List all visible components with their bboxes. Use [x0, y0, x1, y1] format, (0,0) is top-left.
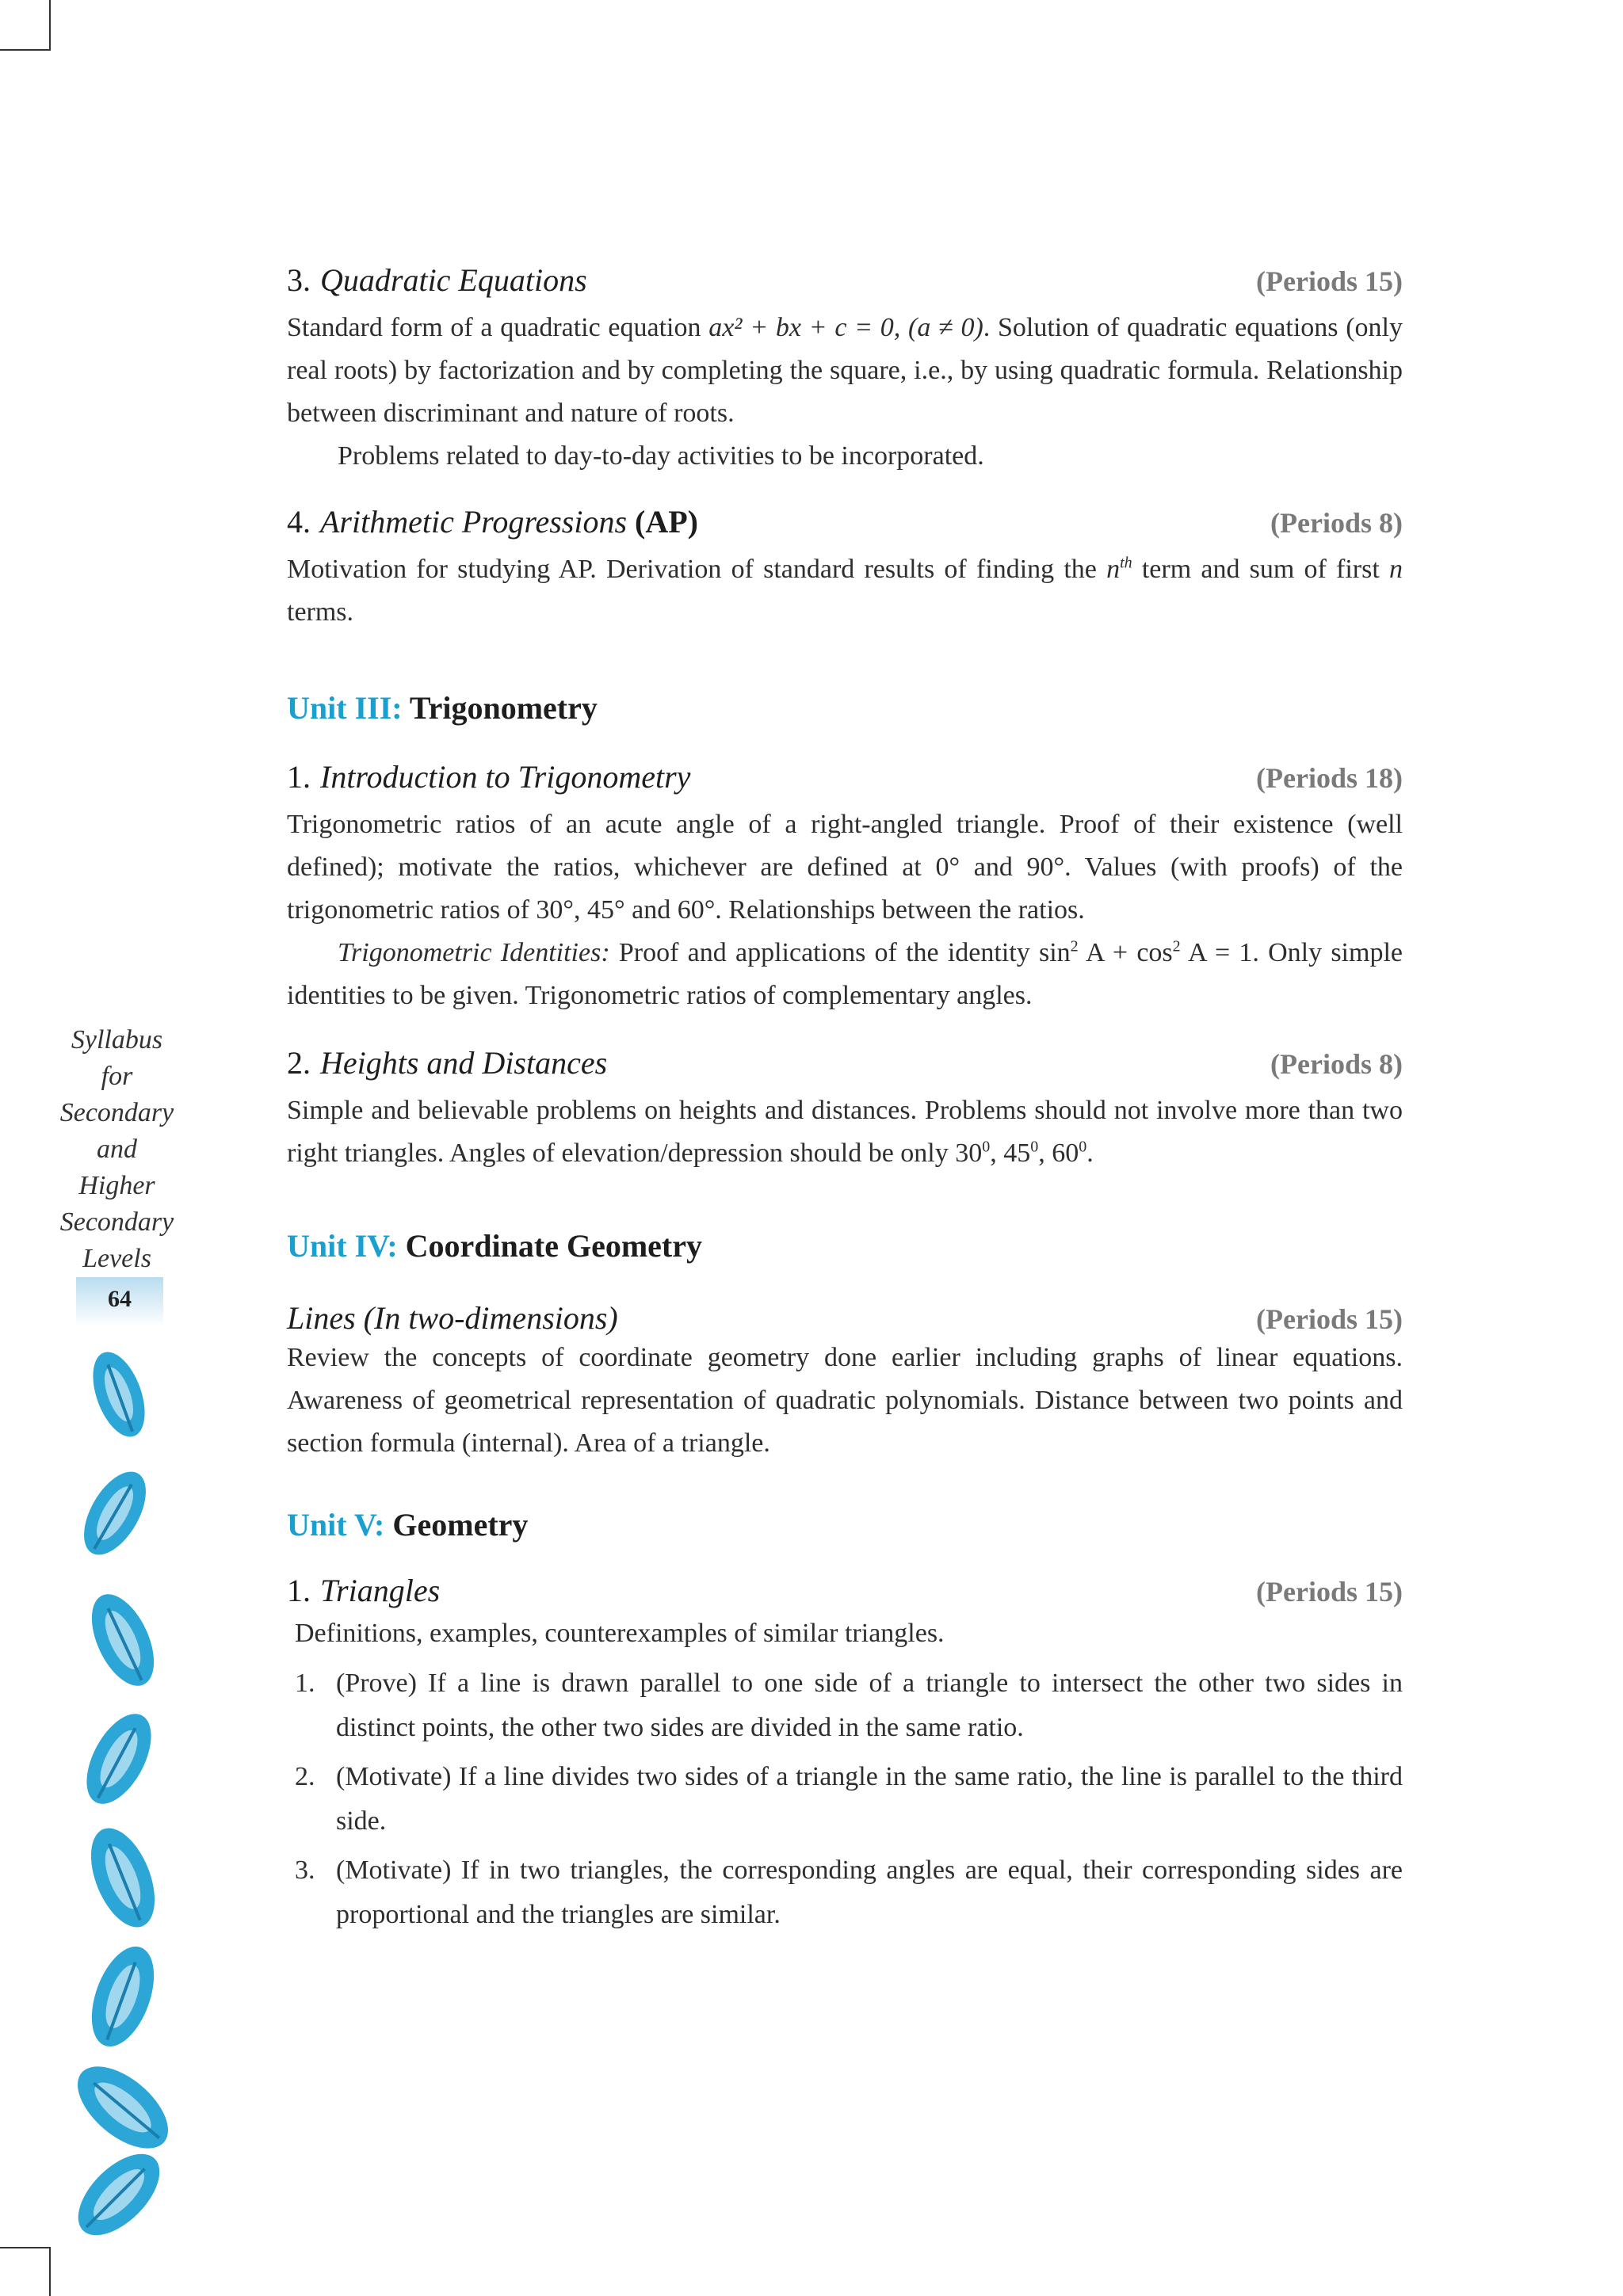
unit-iv-heading: Unit IV: Coordinate Geometry	[287, 1228, 703, 1264]
heights-paragraph: Simple and believable problems on heights and distances. Problems should not involve more than two right triangles. Angles of elevation/depression should be only $30^0$, $45^0$, $60^0$.	[287, 1096, 1403, 1168]
leaf-decoration	[48, 1347, 190, 2242]
triangles-list	[287, 1661, 1403, 1937]
triangles-title: 1. Triangles	[287, 1573, 441, 1608]
trig-identities-paragraph: Trigonometric Identities: Proof and applications of the identity $\sin^2 A + \cos^2 A = 1$. Only simple identities to be given. Trigonometric ratios of complementary angles.	[287, 937, 1403, 1010]
leaf-icon	[83, 1347, 155, 1444]
leaf-icon	[79, 1938, 166, 2054]
triangles-heading	[287, 1572, 1403, 1609]
section-number: 4.	[287, 504, 311, 540]
unit-v-heading: Unit V: Geometry	[287, 1507, 529, 1543]
crop-mark-bottom-horizontal	[0, 2247, 51, 2248]
section-number: 2.	[287, 1045, 311, 1081]
crop-mark-top-vertical	[49, 0, 51, 49]
quadratic-note: Problems related to day-to-day activities to be incorporated.	[338, 441, 984, 471]
periods-label: (Periods 15)	[1256, 1576, 1403, 1608]
trig-identities-label: Trigonometric Identities:	[338, 938, 610, 967]
leaf-icon	[64, 2140, 174, 2242]
page-content	[287, 261, 1403, 1937]
intro-trig-title: 1. Introduction to Trigonometry	[287, 759, 691, 795]
quadratic-formula: ax² + bx + c = 0, (a ≠ 0)	[708, 313, 983, 342]
quadratic-heading	[287, 261, 1403, 299]
list-item: 2. (Motivate) If a line divides two sides of a triangle in the same ratio, the line is parallel to the third side.	[295, 1762, 1403, 1836]
ap-paragraph: Motivation for studying AP. Derivation of standard results of finding the $n^{th}$ term and sum of first n terms.	[287, 554, 1403, 627]
leaf-icon	[63, 2051, 182, 2164]
heights-heading	[287, 1044, 1403, 1081]
page-number: 64	[76, 1277, 163, 1326]
leaf-icon	[78, 1819, 167, 1936]
lines-paragraph: Review the concepts of coordinate geometry done earlier including graphs of linear equations. Awareness of geometrical representation of quadratic polynomials. Distance between two points and section formula (internal). Area of a triangle.	[287, 1343, 1403, 1458]
leaf-icon	[79, 1585, 166, 1695]
periods-label: (Periods 15)	[1256, 265, 1403, 297]
lines-title: Lines (In two-dimensions)	[287, 1300, 618, 1336]
quadratic-paragraph: Standard form of a quadratic equation ax² + bx + c = 0, (a ≠ 0). Solution of quadratic equations (only real roots) by factorization and by completing the square, i.e., by using quadratic formula. Relationship between discriminant and nature of roots.	[287, 313, 1403, 428]
periods-label: (Periods 8)	[1270, 507, 1403, 539]
intro-trig-paragraph: Trigonometric ratios of an acute angle of a right-angled triangle. Proof of their existence (well defined); motivate the ratios, whichever are defined at 0° and 90°. Values (with proofs) of the trigonometric ratios of 30°, 45° and 60°. Relationships between the ratios.	[287, 810, 1403, 925]
leaf-icon	[71, 1462, 158, 1565]
periods-label: (Periods 15)	[1256, 1303, 1403, 1335]
unit-iii-heading: Unit III: Trigonometry	[287, 690, 598, 726]
heights-title: 2. Heights and Distances	[287, 1045, 608, 1081]
triangles-intro: Definitions, examples, counterexamples of similar triangles.	[295, 1619, 945, 1648]
ap-title: 4. Arithmetic Progressions (AP)	[287, 504, 698, 540]
list-item: 3. (Motivate) If in two triangles, the corresponding angles are equal, their corresponding sides are proportional and the triangles are similar.	[295, 1855, 1403, 1929]
sidebar-title: Syllabus for Secondary and Higher Secondary Levels	[59, 1025, 174, 1273]
list-item: 1. (Prove) If a line is drawn parallel to one side of a triangle to intersect the other two sides in distinct points, the other two sides are divided in the same ratio.	[295, 1669, 1403, 1742]
leaf-icon	[74, 1703, 165, 1814]
lines-heading	[287, 1299, 1403, 1337]
section-number: 1.	[287, 1573, 311, 1608]
quadratic-title: 3. Quadratic Equations	[287, 262, 587, 298]
crop-mark-bottom-vertical	[49, 2247, 51, 2296]
crop-mark-top-horizontal	[0, 49, 51, 51]
intro-trig-heading	[287, 758, 1403, 795]
section-number: 3.	[287, 262, 311, 298]
ap-heading	[287, 503, 1403, 540]
section-number: 1.	[287, 759, 311, 795]
periods-label: (Periods 8)	[1270, 1048, 1403, 1080]
periods-label: (Periods 18)	[1256, 762, 1403, 794]
